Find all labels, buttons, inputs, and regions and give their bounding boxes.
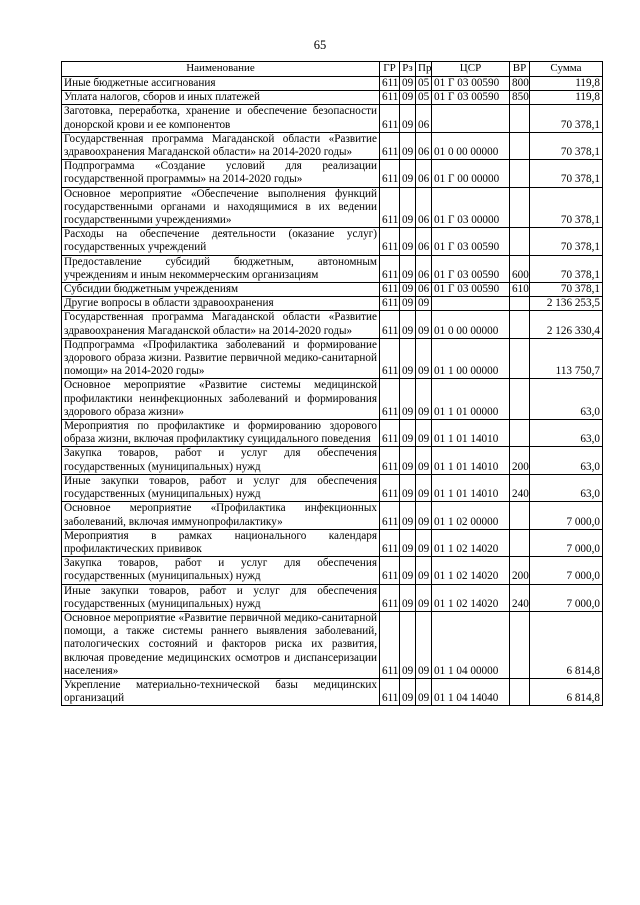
cell-sum: 2 126 330,4 [530,311,603,338]
header-rz: Рз [400,62,416,77]
cell-csr [432,297,510,311]
table-header-row [62,62,603,77]
cell-rz: 09 [400,447,416,474]
cell-name: Иные закупки товаров, работ и услуг для обеспечения государственных (муниципальных) нужд [62,474,380,501]
cell-gr: 611 [380,160,400,187]
cell-pr: 06 [416,160,432,187]
cell-csr: 01 Г 03 00590 [432,77,510,91]
cell-gr: 611 [380,187,400,228]
cell-gr: 611 [380,105,400,132]
cell-pr: 05 [416,77,432,91]
cell-pr: 06 [416,187,432,228]
cell-pr: 09 [416,474,432,501]
cell-sum: 70 378,1 [530,283,603,297]
cell-csr: 01 0 00 00000 [432,132,510,159]
table-row [62,105,603,132]
cell-name: Государственная программа Магаданской области «Развитие здравоохранения Магаданской области» на 2014-2020 годы» [62,132,380,159]
cell-gr: 611 [380,77,400,91]
cell-pr: 09 [416,338,432,379]
table-row [62,297,603,311]
cell-pr: 09 [416,611,432,678]
cell-sum: 63,0 [530,474,603,501]
cell-rz: 09 [400,678,416,705]
cell-vr [510,529,530,556]
table-row [62,557,603,584]
cell-csr: 01 Г 03 00590 [432,91,510,105]
table-row [62,420,603,447]
cell-gr: 611 [380,502,400,529]
cell-rz: 09 [400,91,416,105]
cell-sum: 70 378,1 [530,160,603,187]
cell-vr: 240 [510,474,530,501]
cell-name: Уплата налогов, сборов и иных платежей [62,91,380,105]
cell-gr: 611 [380,611,400,678]
cell-csr: 01 Г 03 00590 [432,255,510,282]
table-row [62,502,603,529]
cell-sum: 2 136 253,5 [530,297,603,311]
cell-pr: 09 [416,311,432,338]
header-sum: Сумма [530,62,603,77]
cell-gr: 611 [380,91,400,105]
cell-name: Укрепление материально-технической базы медицинских организаций [62,678,380,705]
cell-csr: 01 Г 00 00000 [432,160,510,187]
cell-csr: 01 1 02 14020 [432,584,510,611]
cell-csr: 01 1 01 00000 [432,379,510,420]
cell-csr: 01 1 01 14010 [432,447,510,474]
cell-gr: 611 [380,584,400,611]
cell-gr: 611 [380,678,400,705]
cell-pr: 09 [416,379,432,420]
cell-rz: 09 [400,474,416,501]
cell-csr: 01 1 02 14020 [432,529,510,556]
header-pr: Пр [416,62,432,77]
cell-vr [510,228,530,255]
table-row [62,447,603,474]
cell-gr: 611 [380,338,400,379]
cell-vr [510,502,530,529]
cell-rz: 09 [400,187,416,228]
cell-rz: 09 [400,283,416,297]
cell-pr: 09 [416,678,432,705]
cell-sum: 63,0 [530,420,603,447]
table-row [62,529,603,556]
cell-gr: 611 [380,132,400,159]
cell-gr: 611 [380,283,400,297]
cell-sum: 7 000,0 [530,557,603,584]
cell-gr: 611 [380,297,400,311]
cell-csr: 01 0 00 00000 [432,311,510,338]
cell-vr: 200 [510,557,530,584]
cell-gr: 611 [380,447,400,474]
header-csr: ЦСР [432,62,510,77]
cell-gr: 611 [380,529,400,556]
cell-vr [510,338,530,379]
cell-rz: 09 [400,529,416,556]
cell-vr [510,105,530,132]
cell-pr: 09 [416,447,432,474]
cell-gr: 611 [380,311,400,338]
cell-csr: 01 1 00 00000 [432,338,510,379]
cell-csr [432,105,510,132]
cell-pr: 06 [416,283,432,297]
cell-rz: 09 [400,420,416,447]
cell-csr: 01 1 01 14010 [432,420,510,447]
cell-pr: 06 [416,132,432,159]
cell-sum: 113 750,7 [530,338,603,379]
cell-gr: 611 [380,228,400,255]
cell-csr: 01 1 02 14020 [432,557,510,584]
cell-pr: 06 [416,255,432,282]
cell-rz: 09 [400,338,416,379]
cell-vr [510,160,530,187]
cell-name: Предоставление субсидий бюджетным, автономным учреждениям и иным некоммерческим организациям [62,255,380,282]
table-row [62,379,603,420]
table-row [62,678,603,705]
cell-pr: 09 [416,420,432,447]
cell-csr: 01 1 02 00000 [432,502,510,529]
table-row [62,255,603,282]
cell-name: Закупка товаров, работ и услуг для обеспечения государственных (муниципальных) нужд [62,557,380,584]
cell-vr [510,187,530,228]
table-row [62,338,603,379]
cell-rz: 09 [400,105,416,132]
cell-vr [510,379,530,420]
cell-rz: 09 [400,228,416,255]
cell-sum: 119,8 [530,77,603,91]
cell-sum: 119,8 [530,91,603,105]
cell-gr: 611 [380,474,400,501]
cell-gr: 611 [380,379,400,420]
table-row [62,77,603,91]
cell-sum: 70 378,1 [530,228,603,255]
cell-pr: 09 [416,529,432,556]
cell-csr: 01 1 04 14040 [432,678,510,705]
cell-vr [510,297,530,311]
cell-sum: 70 378,1 [530,255,603,282]
cell-name: Государственная программа Магаданской области «Развитие здравоохранения Магаданской области» на 2014-2020 годы» [62,311,380,338]
cell-name: Закупка товаров, работ и услуг для обеспечения государственных (муниципальных) нужд [62,447,380,474]
cell-pr: 06 [416,105,432,132]
cell-name: Основное мероприятие «Профилактика инфекционных заболеваний, включая иммунопрофилактику» [62,502,380,529]
budget-table [61,61,603,706]
cell-csr: 01 1 01 14010 [432,474,510,501]
cell-name: Субсидии бюджетным учреждениям [62,283,380,297]
table-body [62,77,603,706]
cell-pr: 09 [416,502,432,529]
cell-gr: 611 [380,420,400,447]
cell-vr [510,132,530,159]
cell-vr: 850 [510,91,530,105]
cell-pr: 09 [416,557,432,584]
cell-csr: 01 Г 03 00000 [432,187,510,228]
cell-vr: 240 [510,584,530,611]
table-row [62,474,603,501]
cell-name: Основное мероприятие «Развитие системы медицинской профилактики неинфекционных заболеваний и формирования здорового образа жизни» [62,379,380,420]
cell-rz: 09 [400,557,416,584]
cell-rz: 09 [400,502,416,529]
cell-vr: 610 [510,283,530,297]
cell-name: Подпрограмма «Профилактика заболеваний и формирование здорового образа жизни. Развитие первичной медико-санитарной помощи» на 2014-2020 годы» [62,338,380,379]
cell-rz: 09 [400,584,416,611]
cell-name: Основное мероприятие «Развитие первичной медико-санитарной помощи, а также системы раннего выявления заболеваний, патологических состояний и факторов риска их развития, включая проведение медицинских осмотров и диспансеризации населения» [62,611,380,678]
cell-csr: 01 Г 03 00590 [432,228,510,255]
header-name: Наименование [62,62,380,77]
table-row [62,132,603,159]
table-row [62,611,603,678]
table-row [62,187,603,228]
cell-name: Иные бюджетные ассигнования [62,77,380,91]
table-row [62,160,603,187]
table-row [62,228,603,255]
cell-sum: 70 378,1 [530,132,603,159]
cell-vr [510,311,530,338]
cell-sum: 6 814,8 [530,611,603,678]
cell-name: Подпрограмма «Создание условий для реализации государственной программы» на 2014-2020 годы» [62,160,380,187]
cell-name: Основное мероприятие «Обеспечение выполнения функций государственными органами и находящимися в их ведении государственными учреждениями» [62,187,380,228]
cell-sum: 7 000,0 [530,529,603,556]
cell-vr: 200 [510,447,530,474]
cell-vr: 800 [510,77,530,91]
cell-rz: 09 [400,611,416,678]
cell-name: Расходы на обеспечение деятельности (оказание услуг) государственных учреждений [62,228,380,255]
cell-pr: 09 [416,297,432,311]
page-number: 65 [313,38,327,52]
cell-pr: 06 [416,228,432,255]
cell-name: Мероприятия в рамках национального календаря профилактических прививок [62,529,380,556]
cell-vr [510,611,530,678]
cell-gr: 611 [380,255,400,282]
cell-rz: 09 [400,379,416,420]
cell-name: Мероприятия по профилактике и формированию здорового образа жизни, включая профилактику суицидального поведения [62,420,380,447]
table-row [62,91,603,105]
cell-name: Иные закупки товаров, работ и услуг для обеспечения государственных (муниципальных) нужд [62,584,380,611]
cell-sum: 70 378,1 [530,105,603,132]
cell-sum: 7 000,0 [530,502,603,529]
cell-rz: 09 [400,297,416,311]
cell-rz: 09 [400,77,416,91]
cell-sum: 6 814,8 [530,678,603,705]
table-row [62,283,603,297]
header-gr: ГР [380,62,400,77]
table-row [62,584,603,611]
cell-pr: 09 [416,584,432,611]
header-vr: ВР [510,62,530,77]
cell-sum: 63,0 [530,447,603,474]
table-row [62,311,603,338]
cell-vr: 600 [510,255,530,282]
cell-csr: 01 Г 03 00590 [432,283,510,297]
cell-rz: 09 [400,311,416,338]
cell-gr: 611 [380,557,400,584]
cell-sum: 70 378,1 [530,187,603,228]
cell-rz: 09 [400,255,416,282]
cell-rz: 09 [400,160,416,187]
cell-vr [510,678,530,705]
cell-rz: 09 [400,132,416,159]
cell-name: Заготовка, переработка, хранение и обеспечение безопасности донорской крови и ее компонентов [62,105,380,132]
cell-name: Другие вопросы в области здравоохранения [62,297,380,311]
cell-vr [510,420,530,447]
cell-pr: 05 [416,91,432,105]
cell-sum: 7 000,0 [530,584,603,611]
cell-csr: 01 1 04 00000 [432,611,510,678]
cell-sum: 63,0 [530,379,603,420]
